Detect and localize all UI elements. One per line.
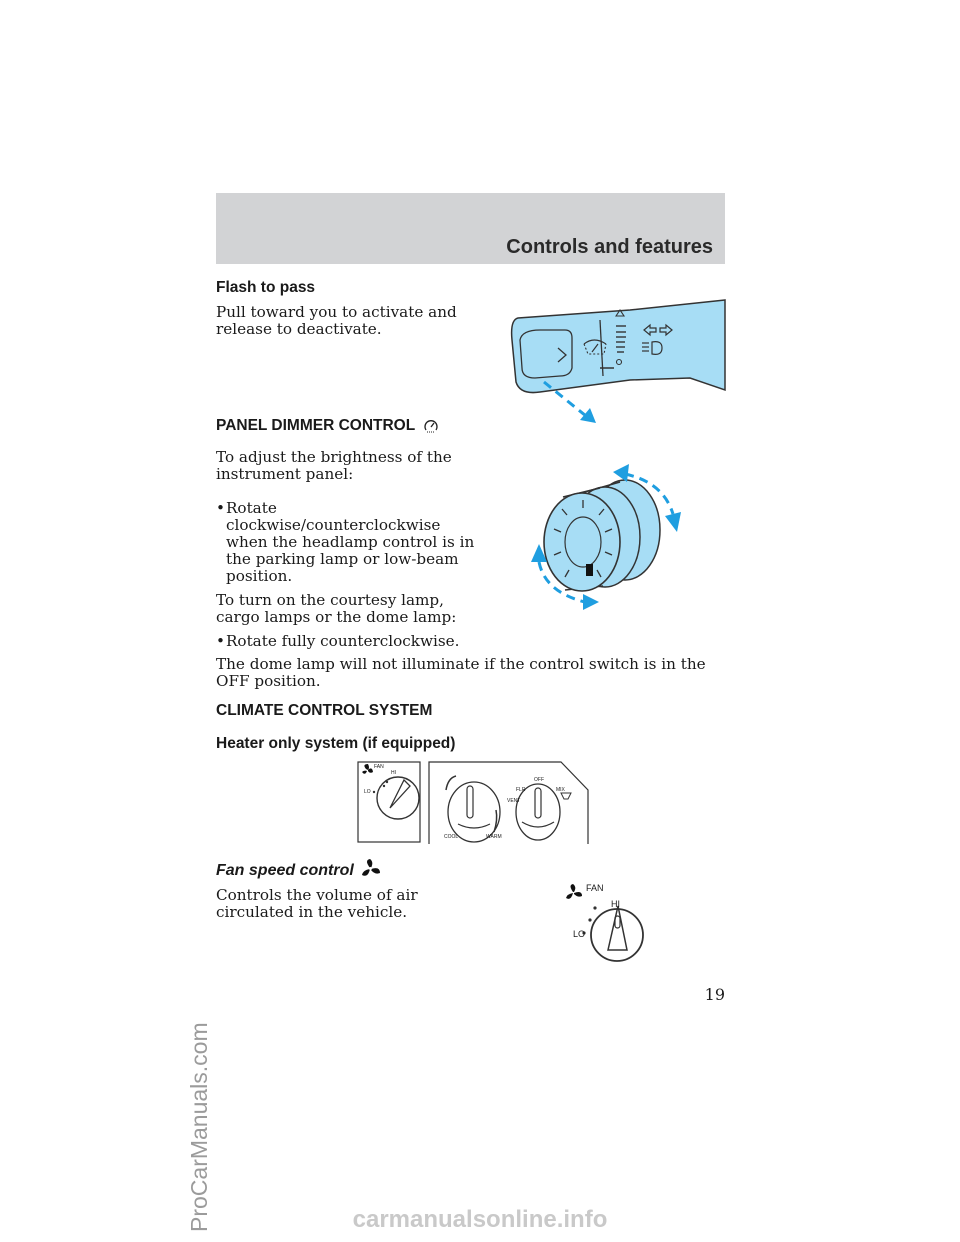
- fan-knob-fan-icon: [566, 884, 582, 899]
- bullet-2-text: Rotate fully counterclockwise.: [226, 632, 460, 650]
- panel-dimmer-heading: [216, 417, 415, 435]
- fan-speed-heading: Fan speed control: [216, 862, 354, 879]
- fan-icon: [360, 858, 382, 880]
- side-watermark: ProCarManuals.com: [186, 1022, 212, 1232]
- rotate-arrows: [525, 462, 715, 612]
- heater-only-subheading: Heater only system (if equipped): [216, 735, 456, 752]
- panel-vent-label: VENT: [507, 798, 521, 804]
- panel-dimmer-icon: [423, 418, 439, 434]
- panel-warm-label: WARM: [486, 834, 502, 840]
- panel-dimmer-bullet-2: [216, 633, 478, 650]
- dome-lamp-note: The dome lamp will not illuminate if the control switch is in the OFF position.: [216, 655, 706, 690]
- panel-flr-label: FLR: [516, 787, 526, 793]
- pull-arrow: [540, 378, 610, 428]
- panel-fan-label: FAN: [374, 764, 384, 770]
- panel-hi-label: HI: [391, 770, 396, 776]
- section-title: Controls and features: [506, 236, 713, 258]
- flash-to-pass-text: Pull toward you to activate and release to deactivate.: [216, 303, 457, 338]
- lo-label: LO: [573, 929, 586, 939]
- page-number: 19: [704, 985, 725, 1004]
- panel-off-label: OFF: [534, 777, 544, 783]
- panel-dimmer-intro: To adjust the brightness of the instrument panel:: [216, 448, 452, 483]
- panel-cool-label: COOL: [444, 834, 459, 840]
- panel-lo-label: LO: [364, 789, 371, 795]
- bullet-dot: •: [216, 632, 225, 650]
- panel-dimmer-bullet-1: [216, 500, 478, 585]
- section-header-band: [216, 193, 725, 264]
- hi-label: HI: [611, 899, 620, 909]
- fan-speed-text: Controls the volume of air circulated in the vehicle.: [216, 886, 418, 921]
- courtesy-lamp-intro: To turn on the courtesy lamp, cargo lamps or the dome lamp:: [216, 591, 457, 626]
- fan-label: FAN: [586, 883, 604, 893]
- climate-control-heading: CLIMATE CONTROL SYSTEM: [216, 702, 433, 719]
- fan-knob-illustration: [560, 880, 650, 970]
- bullet-dot: •: [216, 499, 225, 517]
- panel-dimmer-heading-text: PANEL DIMMER CONTROL: [216, 417, 416, 434]
- flash-to-pass-heading: Flash to pass: [216, 279, 316, 296]
- footer-watermark: carmanualsonline.info: [352, 1206, 608, 1233]
- panel-mix-label: MIX: [556, 787, 565, 793]
- bullet-1-text: Rotate clockwise/counterclockwise when the headlamp control is in the parking lamp or low-beam position.: [226, 499, 475, 585]
